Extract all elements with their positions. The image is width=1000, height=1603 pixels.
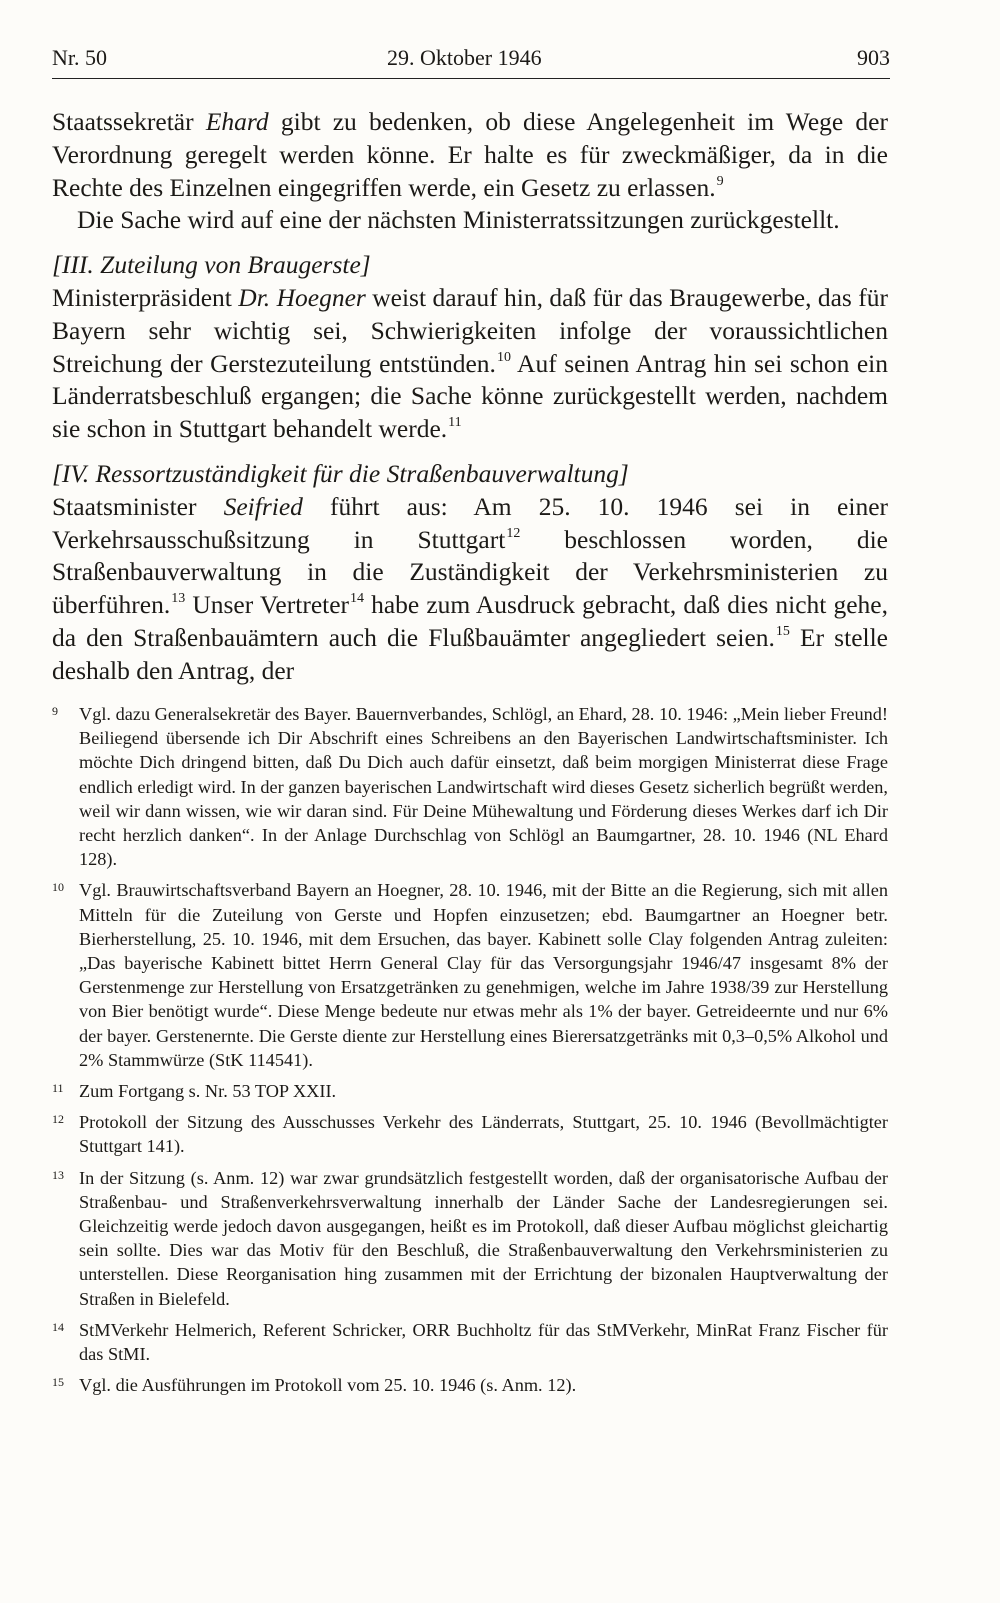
footnote-text: In der Sitzung (s. Anm. 12) war zwar grundsätzlich festgestellt worden, daß der organisatorische Aufbau der Straßenbau- und Straßenverkehrsverwaltung innerhalb der Länder Sache der Landesregierungen sei. Gleichzeitig werde jedoch davon ausgegangen, heißt es im Protokoll, daß dieser Aufbau möglichst gleichartig sein sollte. Dies war das Motiv für den Beschluß, die Straßenbauverwaltung den Verkehrsministerien zu unterstellen. Diese Reorganisation hing zusammen mit der Errichtung der bizonalen Hauptverwaltung der Straßen in Bielefeld. <box>79 1167 888 1309</box>
text-run: Staatssekretär <box>52 107 206 136</box>
paragraph-hoegner <box>52 282 888 446</box>
text-run: Er stelle deshalb den Antrag, der <box>52 622 888 685</box>
section-heading-braugerste: [III. Zuteilung von Braugerste] <box>52 250 371 280</box>
footnote-text: Vgl. Brauwirtschaftsverband Bayern an Hoegner, 28. 10. 1946, mit der Bitte an die Regierung, sich mit allen Mitteln für die Zuteilung von Gerste und Hopfen einzusetzen; ebd. Baumgartner an Hoegner betr. Bierherstellung, 25. 10. 1946, mit dem Ersuchen, das bayer. Kabinett solle Clay folgenden Antrag zuleiten: „Das bayerische Kabinett bittet Herrn General Clay für das Versorgungsjahr 1946/47 insgesamt 8% der Gerstenmenge zur Herstellung von Ersatzgetränken zu genehmigen, welche im Jahre 1938/39 zur Herstellung von Bier benötigt wurde“. Diese Menge bedeute nur etwas mehr als 1% der bayer. Getreideernte und nur 6% der bayer. Gerstenernte. Die Gerste diente zur Herstellung eines Bierersatzgetränks mit 0,3–0,5% Alkohol und 2% Stammwürze (StK 114541). <box>79 880 888 1070</box>
speaker-name: Dr. Hoegner <box>238 282 366 312</box>
footnote-ref: 12 <box>506 525 521 541</box>
footnotes <box>52 702 888 1404</box>
footnote-number: 13 <box>52 1167 64 1182</box>
document-number: Nr. 50 <box>52 45 107 70</box>
footnote <box>52 1318 888 1366</box>
text-run: beschlossen worden, die Straßenbauverwaltung in die Zuständigkeit der Verkehrsministerien zu überführen. <box>52 524 888 620</box>
paragraph-seifried <box>52 491 888 688</box>
page-number: 903 <box>857 45 890 70</box>
footnote-number: 14 <box>52 1319 64 1334</box>
text-run: führt aus: Am 25. 10. 1946 sei in einer Verkehrsausschußsitzung in Stuttgart <box>52 491 888 554</box>
footnote-ref: 11 <box>448 415 462 431</box>
footnote <box>52 1110 888 1158</box>
footnote <box>52 1079 888 1103</box>
footnote-text: StMVerkehr Helmerich, Referent Schricker, ORR Buchholtz für das StMVerkehr, MinRat Franz Fischer für das StMI. <box>79 1319 888 1365</box>
footnote-number: 10 <box>52 880 64 895</box>
text-run: habe zum Ausdruck gebracht, daß dies nicht gehe, da den Straßenbauämtern auch die Flußbauämter angegliedert seien. <box>52 590 888 652</box>
footnote <box>52 1166 888 1311</box>
footnote-number: 15 <box>52 1375 64 1390</box>
footnote-number: 12 <box>52 1112 64 1127</box>
footnote <box>52 878 888 1072</box>
speaker-name: Seifried <box>223 491 303 521</box>
footnote-text: Vgl. dazu Generalsekretär des Bayer. Bauernverbandes, Schlögl, an Ehard, 28. 10. 1946: „Mein lieber Freund! Beiliegend übersende ich Dir Abschrift eines Schreibens an den Bayerischen Landwirtschaftsminister. Ich möchte Dich dringend bitten, daß Du Dich auch dafür einsetzt, daß beim morgigen Ministerrat diese Frage endlich erledigt wird. In der ganzen bayerischen Landwirtschaft wird dieses Gesetz sicherlich begrüßt werden, weil wir dann wissen, wie wir daran sind. Für Deine Mühewaltung und Förderung dieses Werkes darf ich Dir recht herzlich danken“. In der Anlage Durchschlag von Schlögl an Baumgartner, 28. 10. 1946 (NL Ehard 128). <box>79 704 888 870</box>
paragraph-ehard <box>52 106 888 204</box>
text-run: Staatsminister <box>52 491 224 521</box>
text-run: Auf seinen Antrag hin sei schon ein Länderratsbeschluß ergangen; die Sache könne zurückgestellt werden, nachdem sie schon in Stuttgart behandelt werde. <box>52 348 888 444</box>
footnote-ref: 13 <box>171 591 186 607</box>
footnote-number: 9 <box>52 704 58 718</box>
footnote <box>52 1373 888 1397</box>
footnote-ref: 14 <box>350 591 365 607</box>
text-run: gibt zu bedenken, ob diese Angelegenheit im Wege der Verordnung geregelt werden könne. Er halte es für zweckmäßiger, da in die Rechte des Einzelnen eingegriffen werde, ein Gesetz zu erlassen. <box>52 107 888 202</box>
header-rule <box>52 78 890 79</box>
page-header <box>52 44 890 80</box>
text-run: Ministerpräsident <box>52 282 239 312</box>
main-text <box>52 106 888 688</box>
footnote <box>52 702 888 871</box>
text-run: Unser Vertreter <box>185 590 350 620</box>
footnote-text: Protokoll der Sitzung des Ausschusses Verkehr des Länderrats, Stuttgart, 25. 10. 1946 (Bevollmächtigter Stuttgart 141). <box>79 1112 888 1157</box>
session-date: 29. Oktober 1946 <box>387 45 542 70</box>
footnote-text: Vgl. die Ausführungen im Protokoll vom 25. 10. 1946 (s. Anm. 12). <box>79 1375 577 1396</box>
speaker-name: Ehard <box>205 107 269 136</box>
footnote-ref: 9 <box>716 173 724 189</box>
text-run: weist darauf hin, daß für das Braugewerbe, das für Bayern sehr wichtig sei, Schwierigkeiten infolge der voraussichtlichen Streichung der Gerstezuteilung entstünden. <box>52 282 888 378</box>
paragraph-postponed: Die Sache wird auf eine der nächsten Ministerratssitzungen zurückgestellt. <box>77 205 840 235</box>
footnote-ref: 15 <box>775 623 790 639</box>
footnote-ref: 10 <box>496 349 511 365</box>
footnote-text: Zum Fortgang s. Nr. 53 TOP XXII. <box>79 1081 337 1102</box>
footnote-number: 11 <box>52 1081 64 1096</box>
section-heading-strassenbau: [IV. Ressortzuständigkeit für die Straßenbauverwaltung] <box>52 458 629 488</box>
